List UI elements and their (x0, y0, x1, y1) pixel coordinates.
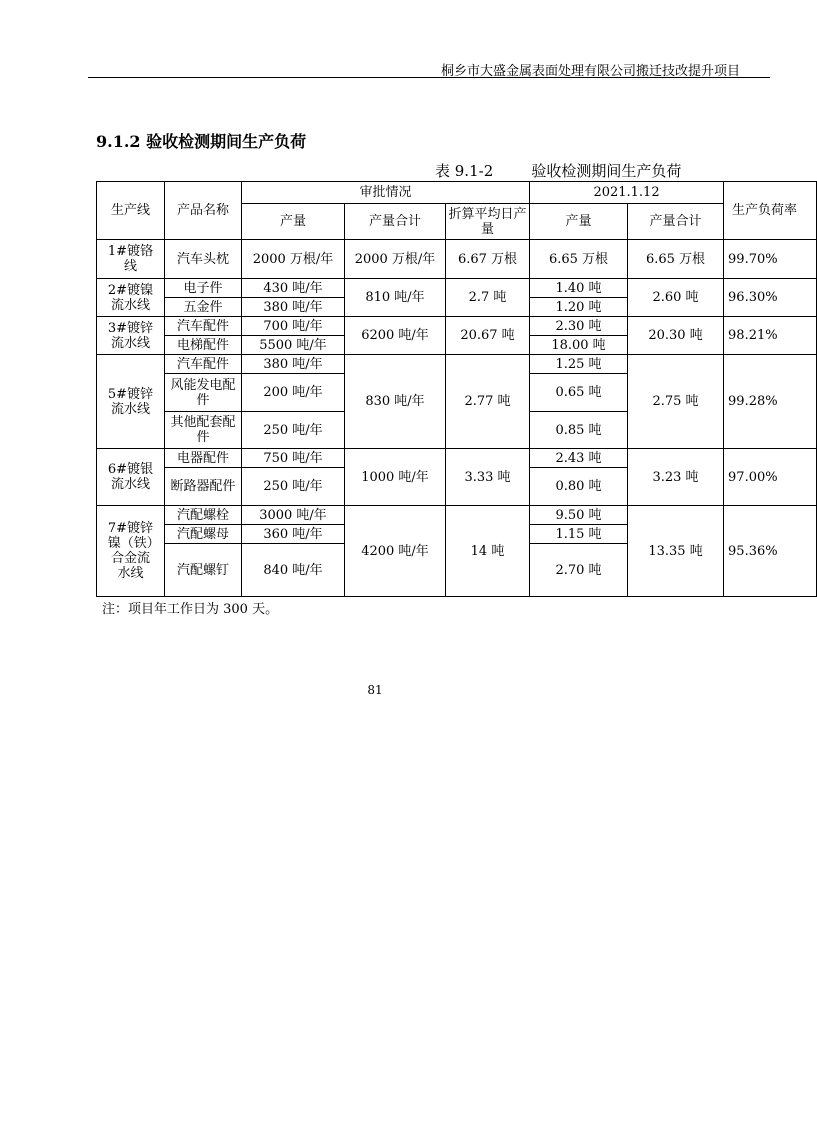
cell-actual-output: 6.65 万根 (530, 240, 628, 279)
cell-product-name: 汽配螺母 (165, 525, 242, 544)
cell-load-rate: 99.70% (724, 240, 817, 279)
cell-approved-total: 2000 万根/年 (345, 240, 446, 279)
cell-actual-total: 2.75 吨 (628, 355, 724, 449)
cell-approved-total: 1000 吨/年 (345, 449, 446, 506)
cell-load-rate: 98.21% (724, 317, 817, 355)
cell-line-name: 6#镀银流水线 (97, 449, 165, 506)
cell-product-name: 汽车配件 (165, 355, 242, 374)
cell-actual-output: 1.40 吨 (530, 279, 628, 298)
cell-daily-avg: 14 吨 (446, 506, 530, 597)
cell-product-name: 其他配套配件 (165, 412, 242, 449)
cell-actual-total: 3.23 吨 (628, 449, 724, 506)
cell-product-name: 电子件 (165, 279, 242, 298)
cell-approved-total: 810 吨/年 (345, 279, 446, 317)
cell-actual-output: 0.80 吨 (530, 468, 628, 506)
header-output: 产量 (242, 204, 345, 240)
cell-product-name: 汽车头枕 (165, 240, 242, 279)
cell-line-name: 1#镀铬线 (97, 240, 165, 279)
cell-approved-output: 200 吨/年 (242, 374, 345, 412)
cell-actual-total: 6.65 万根 (628, 240, 724, 279)
table-caption: 表 9.1-2 验收检测期间生产负荷 (435, 162, 682, 180)
header-actual-output: 产量 (530, 204, 628, 240)
cell-actual-output: 1.25 吨 (530, 355, 628, 374)
cell-product-name: 五金件 (165, 298, 242, 317)
header-line: 生产线 (97, 182, 165, 240)
cell-approved-total: 6200 吨/年 (345, 317, 446, 355)
cell-line-name: 5#镀锌流水线 (97, 355, 165, 449)
header-product: 产品名称 (165, 182, 242, 240)
cell-actual-output: 2.43 吨 (530, 449, 628, 468)
cell-daily-avg: 20.67 吨 (446, 317, 530, 355)
cell-product-name: 汽车配件 (165, 317, 242, 336)
cell-daily-avg: 3.33 吨 (446, 449, 530, 506)
cell-approved-output: 250 吨/年 (242, 412, 345, 449)
cell-product-name: 断路器配件 (165, 468, 242, 506)
cell-approved-total: 4200 吨/年 (345, 506, 446, 597)
header-daily-avg: 折算平均日产量 (446, 204, 530, 240)
cell-daily-avg: 6.67 万根 (446, 240, 530, 279)
cell-line-name: 7#镀锌镍（铁）合金流水线 (97, 506, 165, 597)
cell-approved-output: 430 吨/年 (242, 279, 345, 298)
cell-load-rate: 99.28% (724, 355, 817, 449)
cell-load-rate: 96.30% (724, 279, 817, 317)
cell-approved-output: 700 吨/年 (242, 317, 345, 336)
cell-actual-total: 13.35 吨 (628, 506, 724, 597)
cell-approved-output: 840 吨/年 (242, 544, 345, 597)
cell-actual-output: 1.15 吨 (530, 525, 628, 544)
cell-line-name: 3#镀锌流水线 (97, 317, 165, 355)
header-date: 2021.1.12 (530, 182, 724, 204)
production-load-table (96, 181, 817, 597)
cell-product-name: 汽配螺栓 (165, 506, 242, 525)
cell-approved-output: 5500 吨/年 (242, 336, 345, 355)
cell-product-name: 电梯配件 (165, 336, 242, 355)
table-row (97, 240, 817, 279)
table-row (97, 355, 817, 374)
cell-actual-output: 9.50 吨 (530, 506, 628, 525)
table-row (97, 506, 817, 525)
cell-actual-output: 18.00 吨 (530, 336, 628, 355)
cell-actual-output: 0.65 吨 (530, 374, 628, 412)
cell-line-name: 2#镀镍流水线 (97, 279, 165, 317)
cell-actual-output: 0.85 吨 (530, 412, 628, 449)
cell-product-name: 风能发电配件 (165, 374, 242, 412)
header-load-rate: 生产负荷率 (724, 182, 817, 240)
cell-product-name: 电器配件 (165, 449, 242, 468)
table-note: 注：项目年工作日为 300 天。 (102, 602, 279, 617)
cell-actual-output: 1.20 吨 (530, 298, 628, 317)
cell-daily-avg: 2.77 吨 (446, 355, 530, 449)
cell-approved-output: 360 吨/年 (242, 525, 345, 544)
cell-actual-total: 2.60 吨 (628, 279, 724, 317)
cell-actual-output: 2.70 吨 (530, 544, 628, 597)
cell-load-rate: 95.36% (724, 506, 817, 597)
page-number: 81 (367, 683, 383, 697)
header-output-total: 产量合计 (345, 204, 446, 240)
cell-approved-output: 380 吨/年 (242, 355, 345, 374)
section-title: 9.1.2 验收检测期间生产负荷 (96, 132, 307, 151)
cell-actual-output: 2.30 吨 (530, 317, 628, 336)
cell-product-name: 汽配螺钉 (165, 544, 242, 597)
table-row (97, 317, 817, 336)
table-row (97, 279, 817, 298)
cell-approved-total: 830 吨/年 (345, 355, 446, 449)
cell-approved-output: 380 吨/年 (242, 298, 345, 317)
cell-daily-avg: 2.7 吨 (446, 279, 530, 317)
cell-approved-output: 750 吨/年 (242, 449, 345, 468)
page-header-title: 桐乡市大盛金属表面处理有限公司搬迁技改提升项目 (440, 64, 740, 79)
cell-load-rate: 97.00% (724, 449, 817, 506)
header-approval: 审批情况 (242, 182, 530, 204)
cell-actual-total: 20.30 吨 (628, 317, 724, 355)
cell-approved-output: 2000 万根/年 (242, 240, 345, 279)
production-load-table-container (96, 181, 798, 597)
header-actual-total: 产量合计 (628, 204, 724, 240)
header-divider (88, 77, 770, 78)
cell-approved-output: 250 吨/年 (242, 468, 345, 506)
cell-approved-output: 3000 吨/年 (242, 506, 345, 525)
table-row (97, 449, 817, 468)
